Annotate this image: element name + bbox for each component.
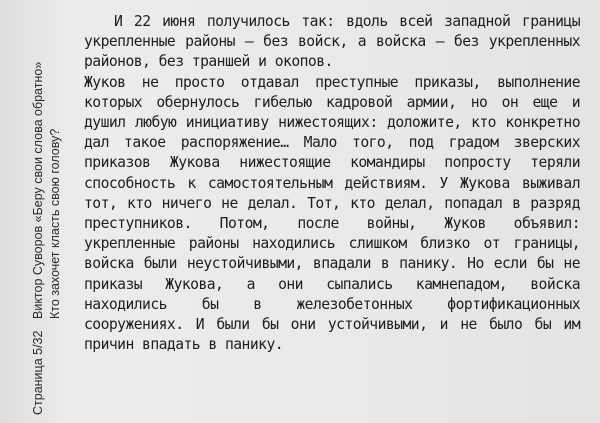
paragraph-2: Жуков не просто отдавал преступные приказы, выполнение которых обернулось гибелью кадровой армии, но он еще и душил любую инициативу нижестоящих: доложите, кто конкретно дал такое распоряжение… Мало того, под градом зверских приказов Жукова нижестоящие командиры попросту теряли способность к самостоятельным действиям. У Жукова выживал тот, кто ничего не делал. Тот, кто делал, попадал в разряд преступников. Потом, после войны, Жуков объявил: укрепленные районы находились слишком близко от границы, войска были неустойчивыми, впадали в панику. Но если бы не приказы Жукова, а они сыпались камнепадом, войска находились бы в железобетонных фортификационных сооружениях. И были бы они устойчивыми, и не было бы им причин впадать в панику. (84, 73, 580, 354)
header-line-2 (47, 10, 64, 415)
book-title: Виктор Суворов «Беру свои слова обратно» (31, 61, 45, 319)
rotated-page-header (30, 10, 64, 415)
body-text (84, 12, 580, 355)
header-line-1 (30, 10, 47, 415)
chapter-title: Кто захочет класть свою голову? (48, 128, 62, 319)
page-number: Страница 5/32 (31, 330, 45, 415)
paragraph-1: И 22 июня получилось так: вдоль всей западной границы укрепленные районы – без войск, а войска – без укрепленных районов, без траншей и окопов. (84, 13, 580, 71)
page-header-margin (0, 0, 70, 423)
